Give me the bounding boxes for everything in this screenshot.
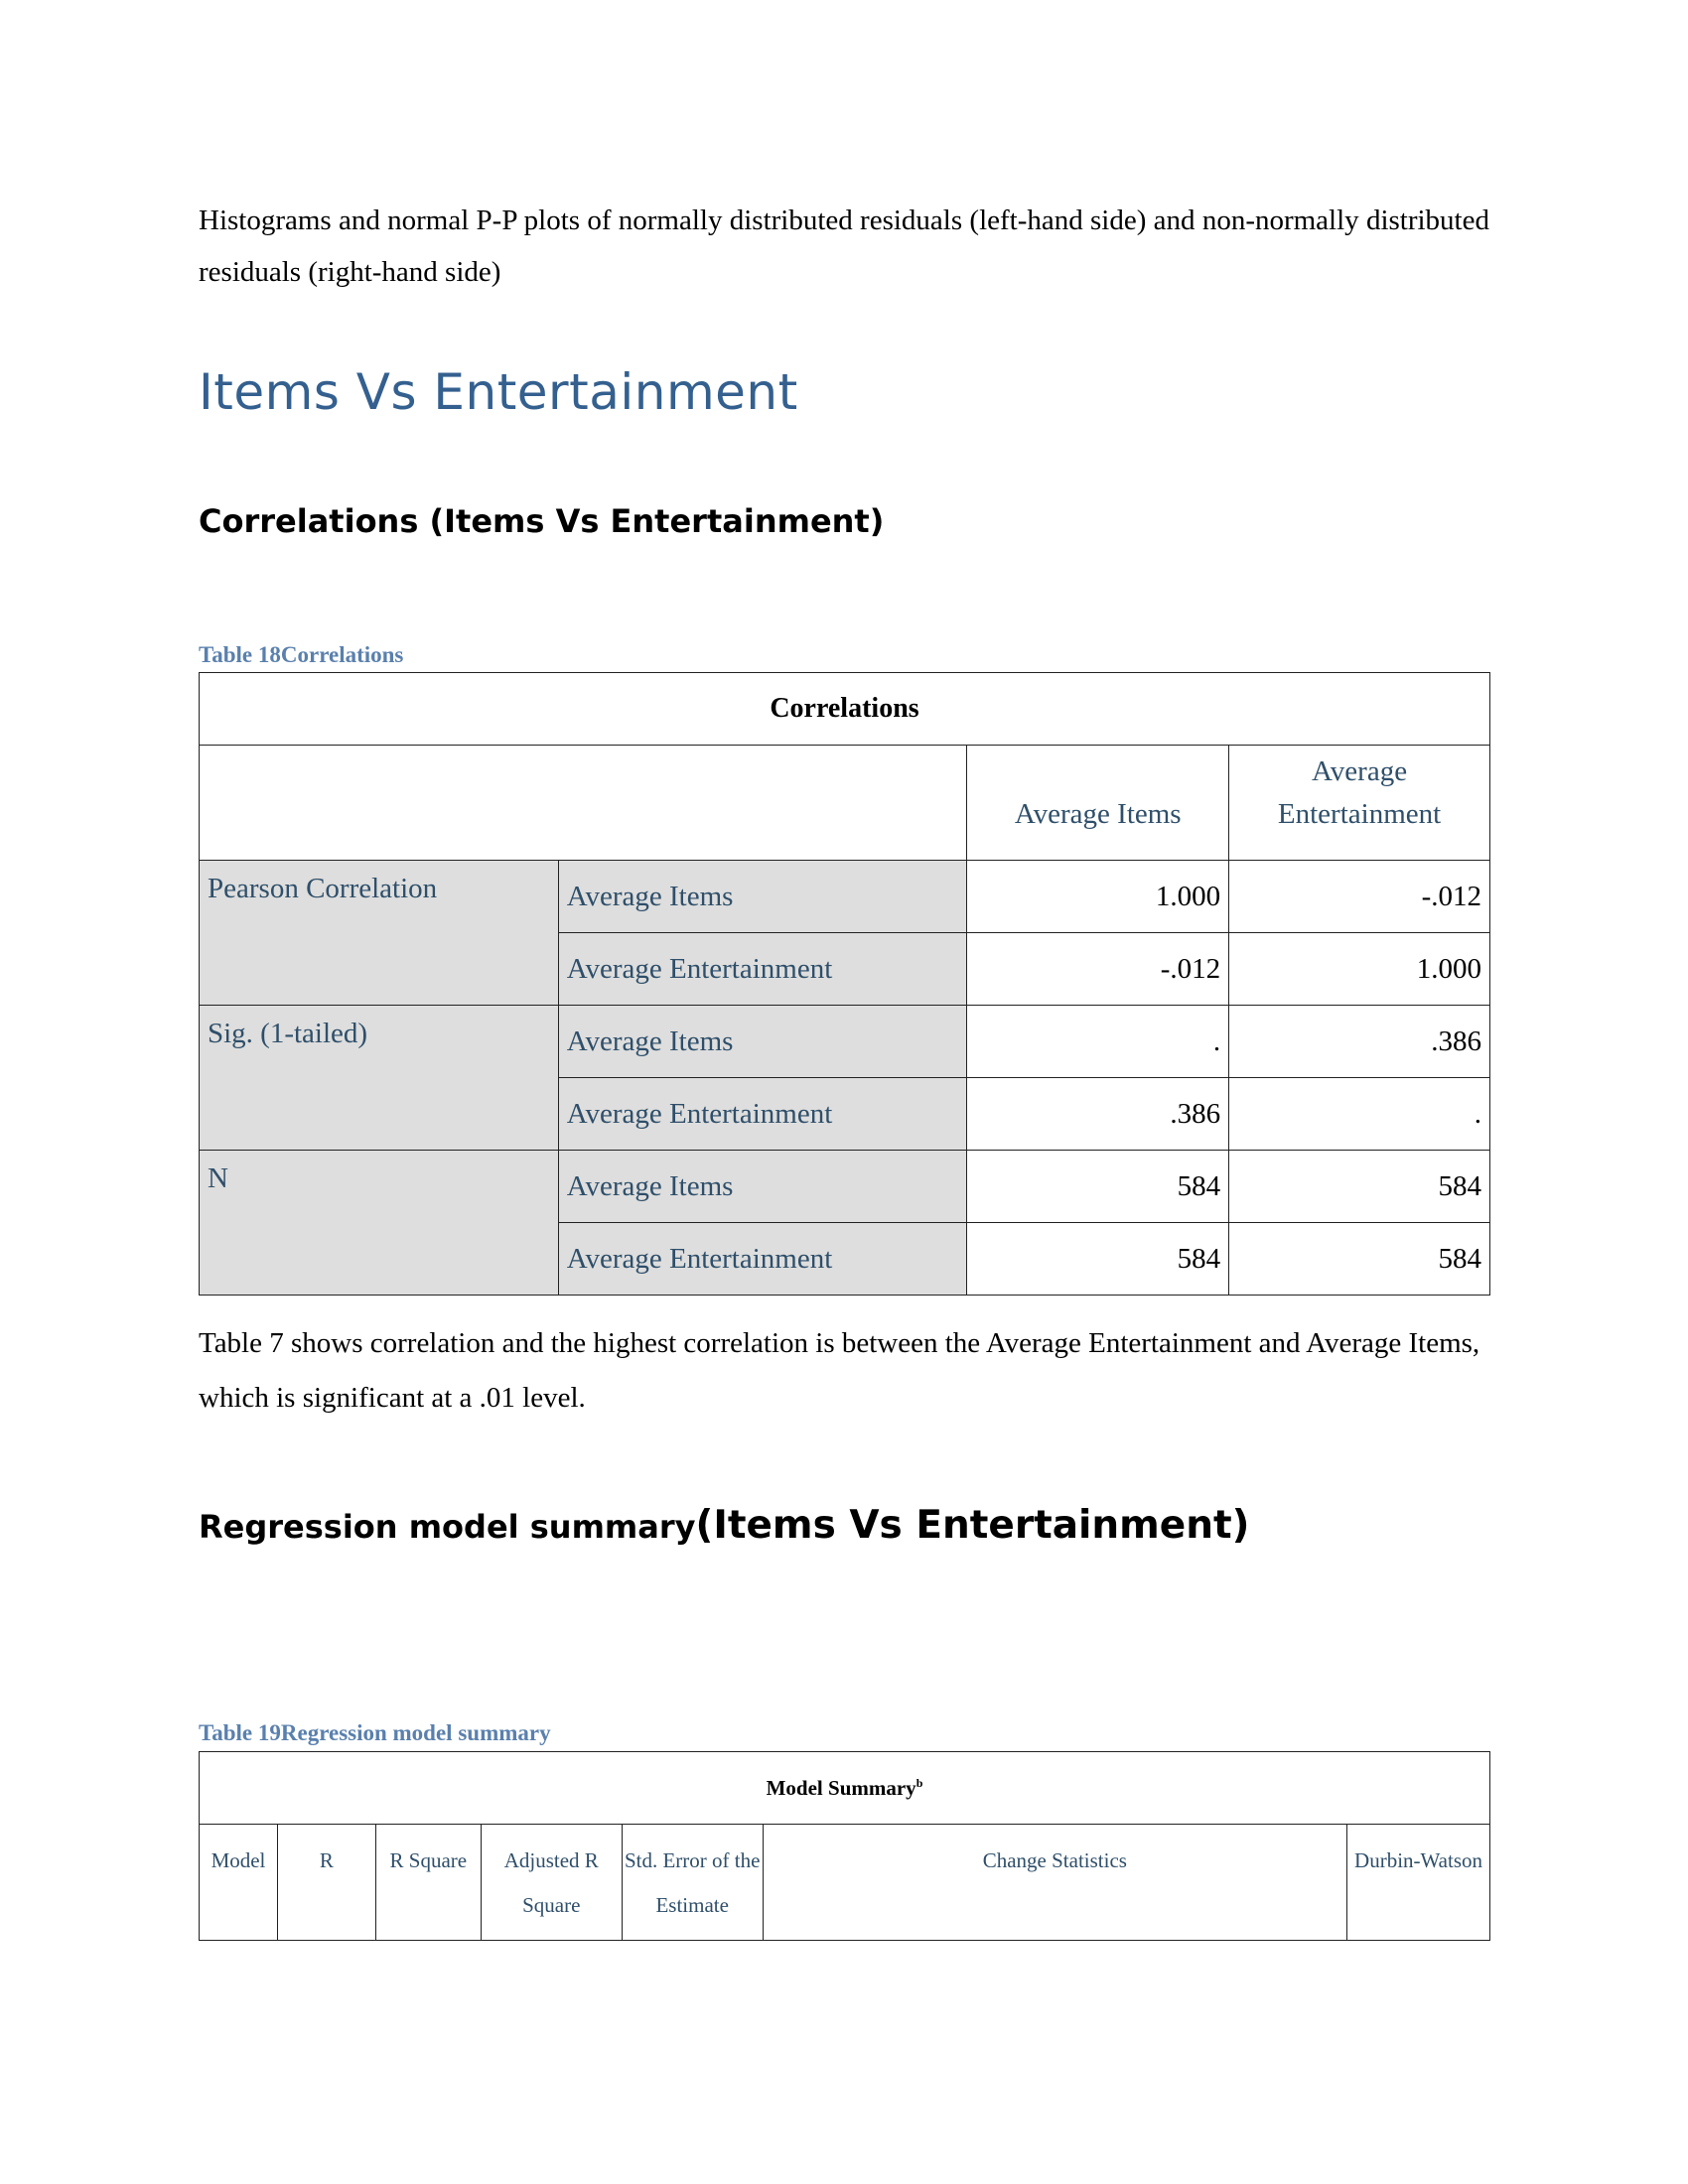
row-label: Average Entertainment	[558, 933, 967, 1006]
cell-value: 584	[1229, 1151, 1490, 1223]
correlations-heading: Correlations (Items Vs Entertainment)	[199, 502, 885, 540]
column-header: Average Items	[967, 746, 1229, 861]
model-summary-table	[199, 1751, 1490, 1941]
table-title	[200, 1752, 1490, 1825]
column-header: Change Statistics	[763, 1825, 1346, 1941]
table-row	[200, 861, 1490, 933]
table-title-superscript: b	[915, 1775, 923, 1790]
cell-value: 584	[967, 1223, 1229, 1296]
cell-value: 584	[1229, 1223, 1490, 1296]
column-header: R Square	[375, 1825, 481, 1941]
regression-heading-part2: (Items Vs Entertainment)	[695, 1503, 1250, 1548]
table-row	[200, 1151, 1490, 1223]
cell-value: 1.000	[1229, 933, 1490, 1006]
cell-value: .	[967, 1006, 1229, 1078]
cell-value: -.012	[1229, 861, 1490, 933]
row-group-label: N	[200, 1151, 559, 1296]
column-header: R	[277, 1825, 375, 1941]
table-title-text: Model Summary	[766, 1775, 916, 1800]
cell-value: -.012	[967, 933, 1229, 1006]
correlations-table	[199, 672, 1490, 1296]
row-group-label: Sig. (1-tailed)	[200, 1006, 559, 1151]
row-group-label: Pearson Correlation	[200, 861, 559, 1006]
intro-paragraph: Histograms and normal P-P plots of normally distributed residuals (left-hand side) and non-normally distributed residuals (right-hand side)	[199, 205, 1489, 288]
cell-value: .386	[1229, 1006, 1490, 1078]
cell-value: .386	[967, 1078, 1229, 1151]
row-label: Average Items	[558, 861, 967, 933]
empty-header-cell	[200, 746, 967, 861]
column-header: Adjusted R Square	[481, 1825, 622, 1941]
table-row	[200, 1006, 1490, 1078]
cell-value: 584	[967, 1151, 1229, 1223]
column-header: Average Entertainment	[1229, 746, 1490, 861]
column-header: Std. Error of the Estimate	[622, 1825, 763, 1941]
cell-value: .	[1229, 1078, 1490, 1151]
table18-caption: Table 18Correlations	[199, 642, 404, 667]
regression-heading	[199, 1503, 1249, 1548]
column-header: Model	[200, 1825, 278, 1941]
section-title: Items Vs Entertainment	[199, 363, 798, 421]
column-header: Durbin-Watson	[1347, 1825, 1490, 1941]
row-label: Average Items	[558, 1006, 967, 1078]
table-title: Correlations	[200, 673, 1490, 746]
row-label: Average Items	[558, 1151, 967, 1223]
row-label: Average Entertainment	[558, 1078, 967, 1151]
table19-caption: Table 19Regression model summary	[199, 1720, 551, 1745]
correlation-paragraph: Table 7 shows correlation and the highest correlation is between the Average Entertainment and Average Items, which is significant at a .01 level.	[199, 1327, 1480, 1414]
row-label: Average Entertainment	[558, 1223, 967, 1296]
regression-heading-part1: Regression model summary	[199, 1508, 696, 1546]
cell-value: 1.000	[967, 861, 1229, 933]
